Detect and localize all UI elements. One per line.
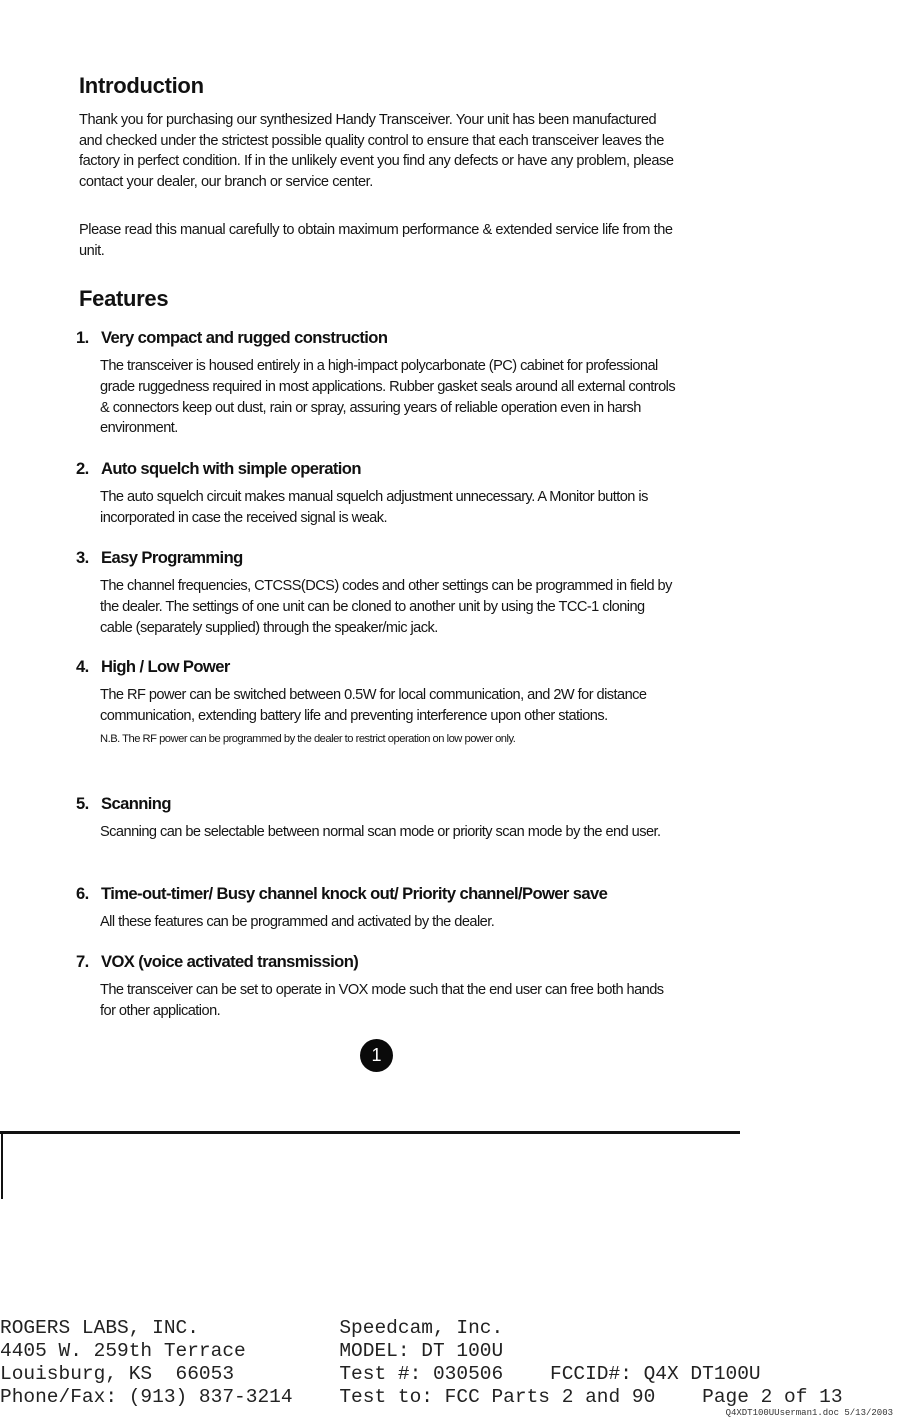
feature-number: 7. — [76, 952, 89, 971]
feature-number: 1. — [76, 328, 89, 347]
footer-line: Phone/Fax: (913) 837-3214 Test to: FCC Parts 2 and 90 Page 2 of 13 — [0, 1386, 843, 1408]
feature-title — [76, 793, 686, 815]
feature-item — [76, 547, 686, 638]
feature-number: 2. — [76, 459, 89, 478]
feature-number: 5. — [76, 794, 89, 813]
feature-description: The auto squelch circuit makes manual squelch adjustment unnecessary. A Monitor button is incorporated in case the received signal is weak. — [100, 489, 648, 526]
footer-line: ROGERS LABS, INC. Speedcam, Inc. — [0, 1317, 504, 1339]
feature-title-text: Easy Programming — [101, 548, 243, 567]
feature-title — [76, 327, 686, 349]
footer-corner-mark — [1, 1131, 3, 1199]
introduction-heading: Introduction — [79, 73, 204, 98]
feature-title-text: Scanning — [101, 794, 171, 813]
features-heading: Features — [79, 286, 169, 311]
feature-title-text: High / Low Power — [101, 657, 230, 676]
feature-title-text: Very compact and rugged construction — [101, 328, 388, 347]
feature-title — [76, 458, 686, 480]
footer-line: 4405 W. 259th Terrace MODEL: DT 100U — [0, 1340, 504, 1362]
feature-item — [76, 951, 686, 1022]
footer-divider — [0, 1131, 740, 1134]
feature-number: 6. — [76, 884, 89, 903]
feature-description: The RF power can be switched between 0.5W for local communication, and 2W for distance communication, extending battery life and preventing interference upon other stations. — [100, 687, 647, 724]
feature-item — [76, 458, 686, 529]
feature-title — [76, 656, 686, 678]
footer-line: Louisburg, KS 66053 Test #: 030506 FCCID#: Q4X DT100U — [0, 1363, 761, 1385]
introduction-paragraph: Thank you for purchasing our synthesized Handy Transceiver. Your unit has been manufactured and checked under the strictest possible quality control to ensure that each transceiver leaves the factory in perfect condition. If in the unlikely event you find any defects or have any problem, please contact your dealer, our branch or service center. — [79, 112, 674, 190]
feature-number: 4. — [76, 657, 89, 676]
feature-title — [76, 951, 686, 973]
feature-description: The channel frequencies, CTCSS(DCS) codes and other settings can be programmed in field by the dealer. The settings of one unit can be cloned to another unit by using the TCC-1 cloning cable (separately supplied) through the speaker/mic jack. — [100, 578, 672, 636]
page-number-badge: 1 — [360, 1039, 393, 1072]
document-filename: Q4XDT100UUserman1.doc 5/13/2003 — [725, 1408, 893, 1418]
feature-title-text: VOX (voice activated transmission) — [101, 952, 359, 971]
feature-title-text: Auto squelch with simple operation — [101, 459, 361, 478]
feature-item — [76, 883, 686, 933]
feature-description: The transceiver can be set to operate in VOX mode such that the end user can free both hands for other application. — [100, 982, 664, 1019]
introduction-paragraph: Please read this manual carefully to obtain maximum performance & extended service life from the unit. — [79, 222, 673, 259]
feature-item — [76, 327, 686, 439]
feature-title-text: Time-out-timer/ Busy channel knock out/ Priority channel/Power save — [101, 884, 608, 903]
feature-note: N.B. The RF power can be programmed by the dealer to restrict operation on low power only. — [100, 732, 516, 745]
feature-title — [76, 547, 686, 569]
feature-description: Scanning can be selectable between normal scan mode or priority scan mode by the end user. — [100, 824, 661, 840]
feature-item — [76, 793, 686, 843]
feature-description: The transceiver is housed entirely in a high-impact polycarbonate (PC) cabinet for professional grade ruggedness required in most applications. Rubber gasket seals around all external controls & connectors keep out dust, rain or spray, assuring years of reliable operation even in harsh environment. — [100, 358, 676, 437]
feature-number: 3. — [76, 548, 89, 567]
feature-item — [76, 656, 686, 745]
feature-description: All these features can be programmed and activated by the dealer. — [100, 914, 495, 930]
feature-title — [76, 883, 686, 905]
